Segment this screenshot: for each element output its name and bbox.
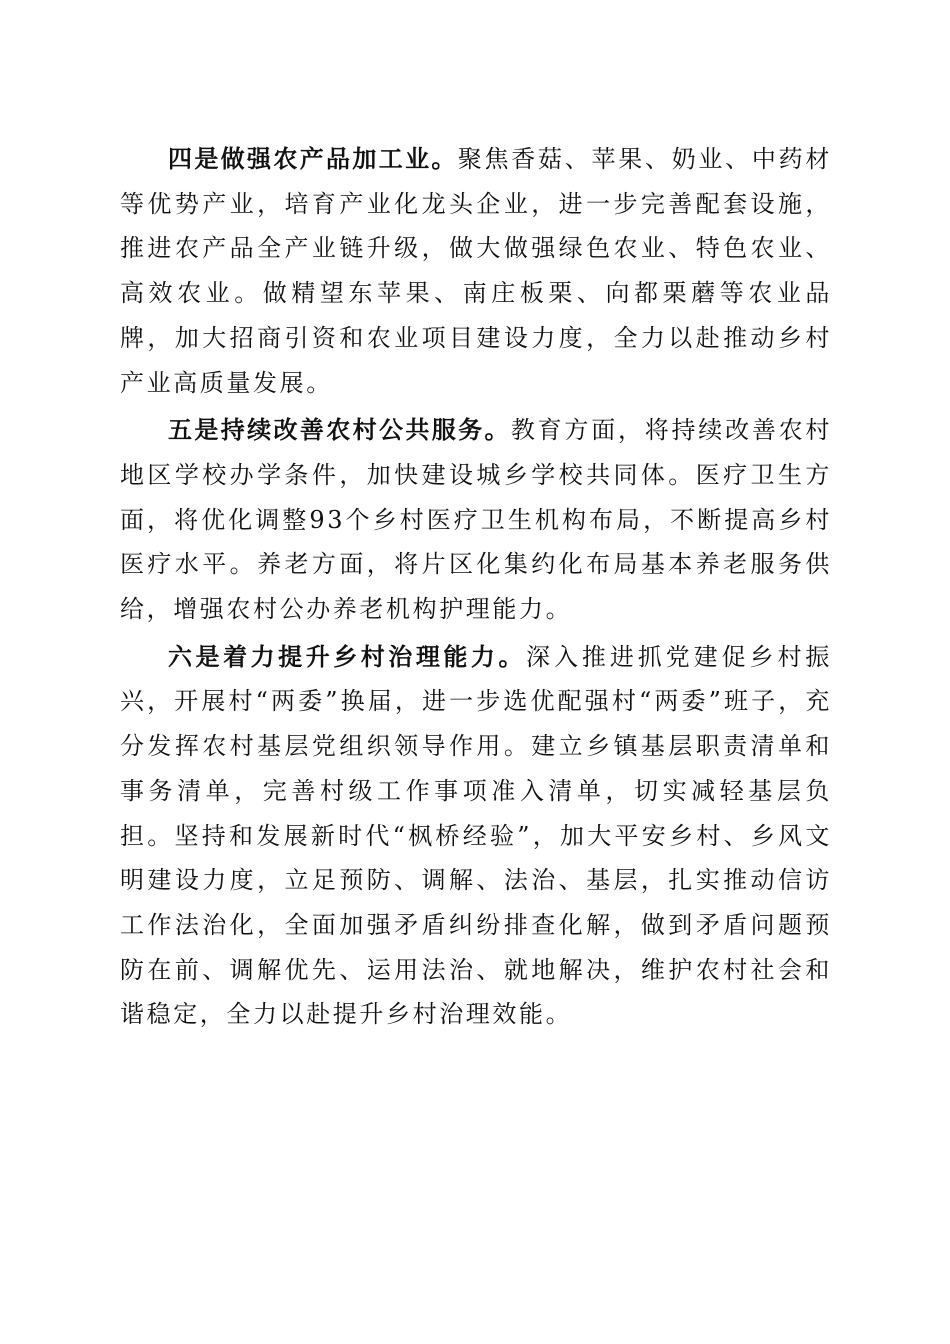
paragraph-lead: 四是做强农产品加工业。 — [168, 145, 458, 173]
paragraph-lead: 五是持续改善农村公共服务。 — [168, 416, 511, 445]
paragraph-text: 聚焦香菇、苹果、奶业、中药材等优势产业，培育产业化龙头企业，进一步完善配套设施，推进农产品全产业链升级，做大做强绿色农业、特色农业、高效农业。做精望东苹果、南庄板栗、向都栗蘑等农业品牌，加大招商引资和农业项目建设力度，全力以赴推动乡村产业高质量发展。 — [120, 145, 833, 397]
paragraph-processing-industry — [120, 137, 832, 405]
paragraph-public-services — [120, 408, 832, 632]
paragraph-text: 深入推进抓党建促乡村振兴，开展村“两委”换届，进一步选优配强村“两委”班子，充分发挥农村基层党组织领导作用。建立乡镇基层职责清单和事务清单，完善村级工作事项准入清单，切实减轻基层负担。坚持和发展新时代“枫桥经验”，加大平安乡村、乡风文明建设力度，立足预防、调解、法治、基层，扎实推动信访工作法治化，全面加强矛盾纠纷排查化解，做到矛盾问题预防在前、调解优先、运用法治、就地解决，维护农村社会和谐稳定，全力以赴提升乡村治理效能。 — [120, 642, 832, 1029]
paragraph-text: 教育方面，将持续改善农村地区学校办学条件，加快建设城乡学校共同体。医疗卫生方面，将优化调整93个乡村医疗卫生机构布局，不断提高乡村医疗水平。养老方面，将片区化集约化布局基本养老服务供给，增强农村公办养老机构护理能力。 — [120, 416, 832, 624]
document-body — [120, 137, 832, 1040]
paragraph-lead: 六是着力提升乡村治理能力。 — [168, 642, 526, 671]
paragraph-rural-governance — [120, 635, 832, 1037]
